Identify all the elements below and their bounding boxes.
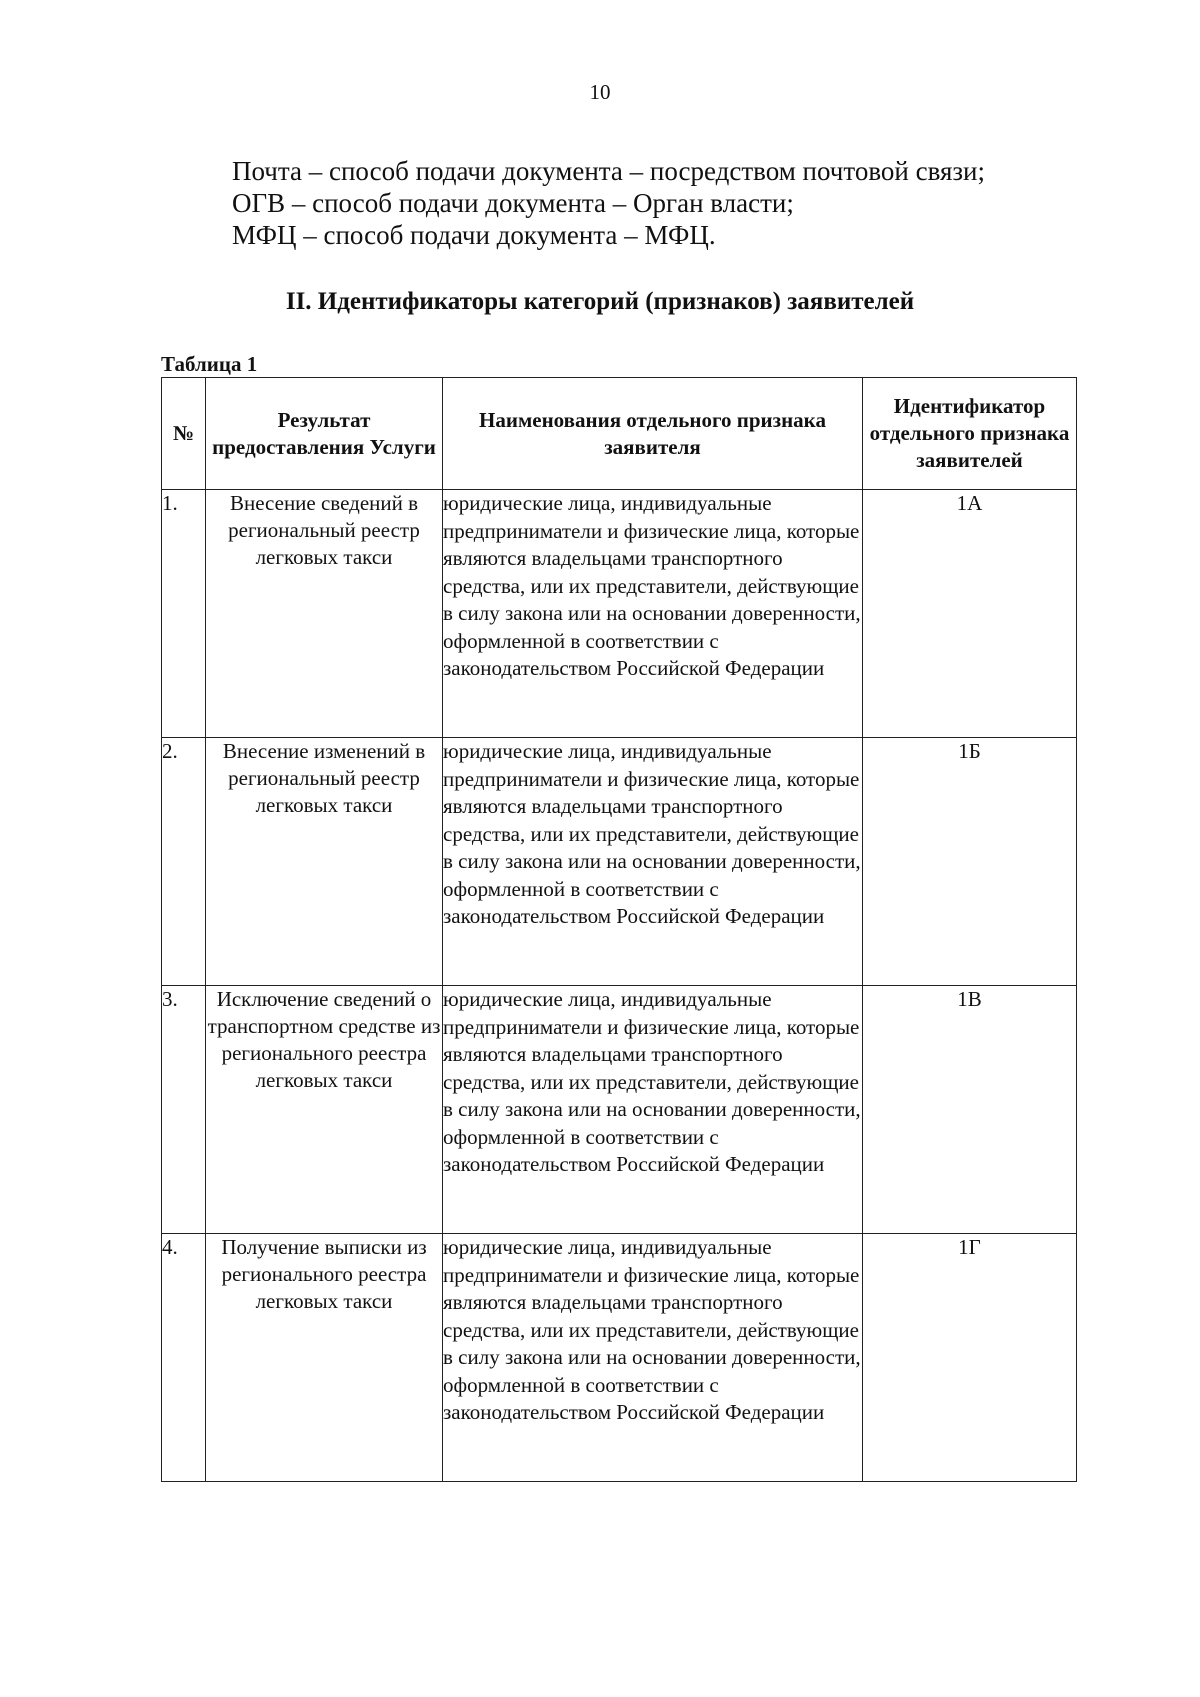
row-number: 4. bbox=[162, 1234, 206, 1482]
row-result: Внесение сведений в региональный реестр легковых такси bbox=[206, 490, 443, 738]
row-identifier: 1В bbox=[863, 986, 1077, 1234]
table-caption: Таблица 1 bbox=[161, 352, 258, 376]
header-identifier: Идентификатор отдельного признака заявителей bbox=[863, 378, 1077, 490]
row-number: 2. bbox=[162, 738, 206, 986]
table-header-row bbox=[162, 378, 1077, 490]
row-number: 1. bbox=[162, 490, 206, 738]
definition-mfc: МФЦ – способ подачи документа – МФЦ. bbox=[232, 220, 716, 250]
row-result: Получение выписки из регионального реестра легковых такси bbox=[206, 1234, 443, 1482]
definition-mail: Почта – способ подачи документа – посредством почтовой связи; bbox=[232, 156, 985, 186]
row-description: юридические лица, индивидуальные предприниматели и физические лица, которые являются владельцами транспортного средства, или их представители, действующие в силу закона или на основании доверенности, оформленной в соответствии с законодательством Российской Федерации bbox=[443, 490, 863, 738]
table-row bbox=[162, 986, 1077, 1234]
section-title: II. Идентификаторы категорий (признаков) заявителей bbox=[285, 288, 915, 315]
row-identifier: 1Г bbox=[863, 1234, 1077, 1482]
applicant-categories-table bbox=[161, 377, 1077, 1482]
definitions-list bbox=[232, 155, 1132, 251]
row-number: 3. bbox=[162, 986, 206, 1234]
row-description: юридические лица, индивидуальные предприниматели и физические лица, которые являются владельцами транспортного средства, или их представители, действующие в силу закона или на основании доверенности, оформленной в соответствии с законодательством Российской Федерации bbox=[443, 1234, 863, 1482]
header-description: Наименования отдельного признака заявителя bbox=[443, 378, 863, 490]
row-identifier: 1Б bbox=[863, 738, 1077, 986]
table-row bbox=[162, 490, 1077, 738]
header-result: Результат предоставления Услуги bbox=[206, 378, 443, 490]
row-description: юридические лица, индивидуальные предприниматели и физические лица, которые являются владельцами транспортного средства, или их представители, действующие в силу закона или на основании доверенности, оформленной в соответствии с законодательством Российской Федерации bbox=[443, 986, 863, 1234]
header-num: № bbox=[162, 378, 206, 490]
definition-ogv: ОГВ – способ подачи документа – Орган власти; bbox=[232, 188, 794, 218]
table-row bbox=[162, 738, 1077, 986]
row-description: юридические лица, индивидуальные предприниматели и физические лица, которые являются владельцами транспортного средства, или их представители, действующие в силу закона или на основании доверенности, оформленной в соответствии с законодательством Российской Федерации bbox=[443, 738, 863, 986]
row-result: Внесение изменений в региональный реестр легковых такси bbox=[206, 738, 443, 986]
row-identifier: 1А bbox=[863, 490, 1077, 738]
row-result: Исключение сведений о транспортном средстве из регионального реестра легковых такси bbox=[206, 986, 443, 1234]
page-number: 10 bbox=[589, 80, 611, 104]
table-row bbox=[162, 1234, 1077, 1482]
